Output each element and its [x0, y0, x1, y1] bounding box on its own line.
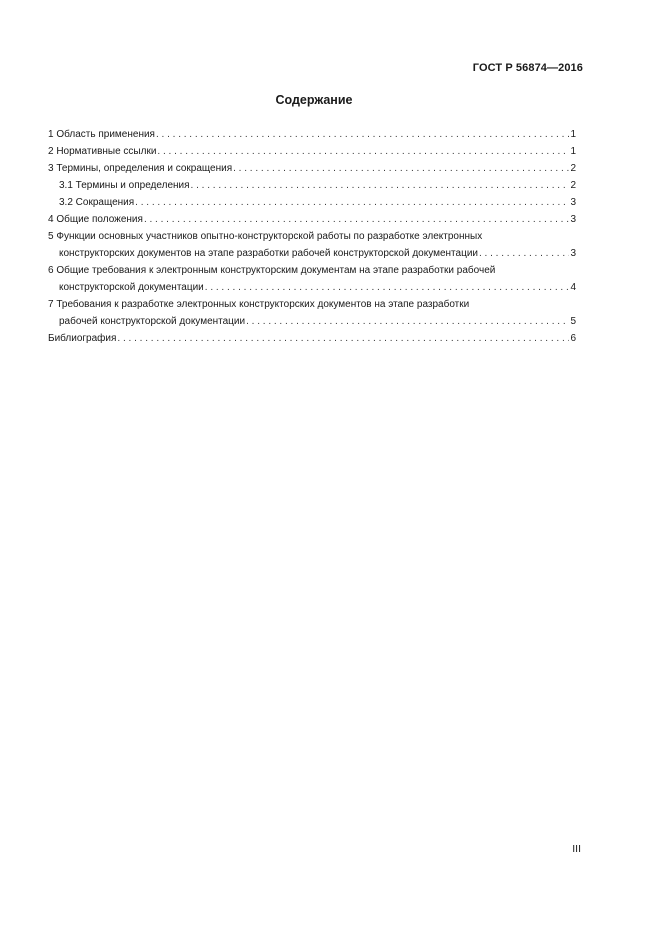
dot-leader — [117, 330, 569, 347]
toc-entry — [48, 262, 576, 296]
toc-entry-title: 3 Термины, определения и сокращения — [48, 163, 233, 174]
dot-leader — [156, 126, 569, 143]
toc-entry-title: конструкторских документов на этапе разработки рабочей конструкторской документации — [59, 248, 478, 259]
toc-entry — [48, 177, 576, 194]
toc-entry-page: 1 — [570, 146, 576, 157]
page-title: Содержание — [275, 93, 353, 107]
toc-entry — [48, 228, 576, 262]
toc-entry — [48, 143, 576, 160]
toc-entry-title-line: 5 Функции основных участников опытно-конструкторской работы по разработке электронных — [48, 231, 483, 242]
toc-entry-title: рабочей конструкторской документации — [59, 316, 246, 327]
document-header: ГОСТ Р 56874—2016 — [472, 62, 583, 74]
toc-entry-page: 2 — [570, 163, 576, 174]
table-of-contents — [48, 126, 576, 347]
toc-entry-title: конструкторской документации — [59, 282, 204, 293]
toc-entry-page: 6 — [570, 333, 576, 344]
dot-leader — [191, 177, 570, 194]
toc-entry-page: 5 — [570, 316, 576, 327]
toc-entry-page: 3 — [570, 248, 576, 259]
toc-entry — [48, 126, 576, 143]
toc-entry-page: 1 — [570, 129, 576, 140]
toc-entry-page: 3 — [570, 197, 576, 208]
toc-entry — [48, 194, 576, 211]
toc-entry — [48, 330, 576, 347]
toc-entry — [48, 211, 576, 228]
toc-entry-title: 2 Нормативные ссылки — [48, 146, 157, 157]
toc-entry-title-line: 6 Общие требования к электронным конструкторским документам на этапе разработки рабочей — [48, 265, 496, 276]
dot-leader — [135, 194, 569, 211]
dot-leader — [233, 160, 569, 177]
toc-entry-page: 2 — [570, 180, 576, 191]
toc-entry-title: 1 Область применения — [48, 129, 155, 140]
toc-entry-title: 3.1 Термины и определения — [59, 180, 190, 191]
toc-entry-title: 3.2 Сокращения — [59, 197, 135, 208]
dot-leader — [157, 143, 569, 160]
dot-leader — [205, 279, 570, 296]
dot-leader — [246, 313, 569, 330]
toc-entry-title: 4 Общие положения — [48, 214, 143, 225]
toc-entry — [48, 296, 576, 330]
dot-leader — [479, 245, 569, 262]
toc-entry — [48, 160, 576, 177]
toc-entry-title-line: 7 Требования к разработке электронных конструкторских документов на этапе разработки — [48, 299, 470, 310]
dot-leader — [144, 211, 570, 228]
page-number: III — [572, 843, 581, 855]
toc-entry-title: Библиография — [48, 333, 117, 344]
toc-entry-page: 4 — [570, 282, 576, 293]
toc-entry-page: 3 — [570, 214, 576, 225]
